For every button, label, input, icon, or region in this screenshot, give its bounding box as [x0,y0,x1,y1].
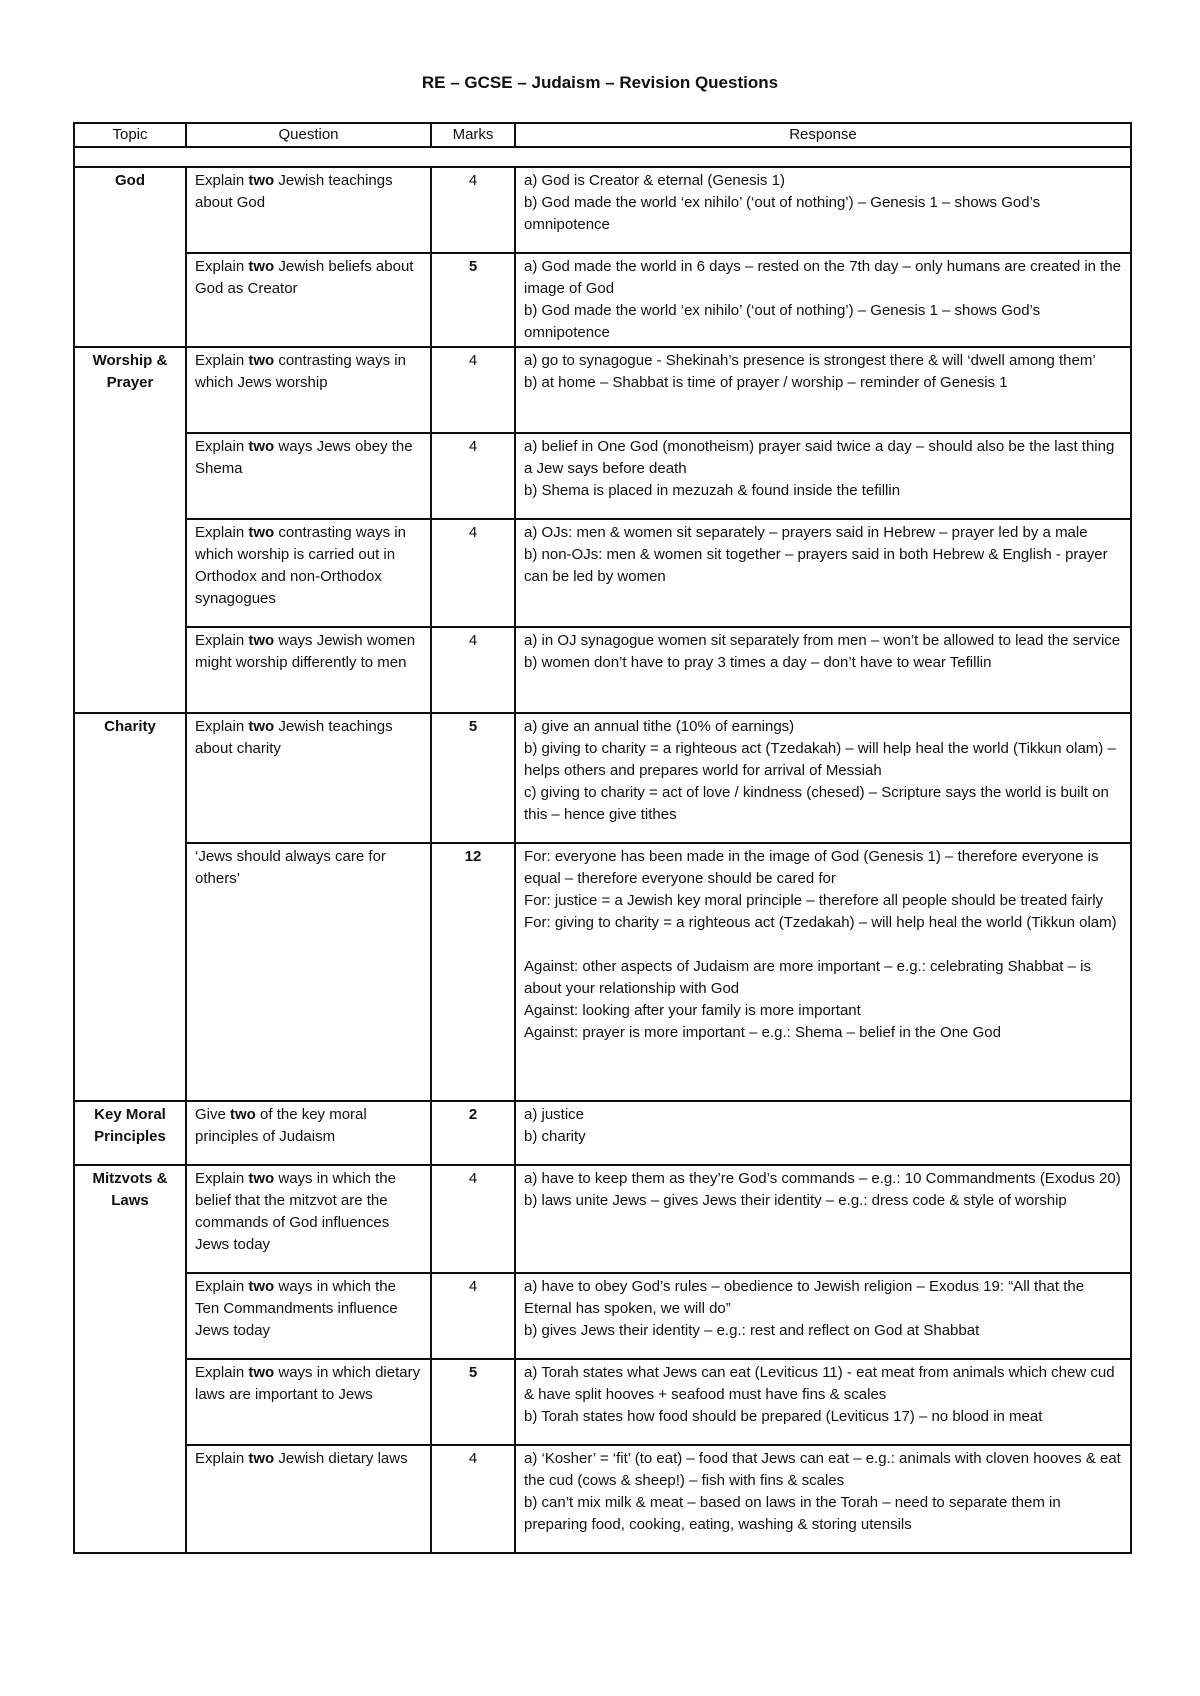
response-line: a) ‘Kosher’ = ‘fit’ (to eat) – food that Jews can eat – e.g.: animals with cloven hooves & eat the cud (cows & sheep!) – fish with fins & scales [524,1450,1121,1489]
header-marks: Marks [431,123,515,147]
question-cell: Explain two contrasting ways in which Jews worship [186,347,431,433]
question-cell: Explain two Jewish beliefs about God as Creator [186,253,431,347]
response-line: a) Torah states what Jews can eat (Leviticus 11) - eat meat from animals which chew cud & have split hooves + seafood must have fins & scales [524,1364,1115,1403]
marks-cell: 4 [431,627,515,713]
header-response: Response [515,123,1131,147]
response-line: b) can’t mix milk & meat – based on laws in the Torah – need to separate them in preparing food, cooking, eating, washing & storing utensils [524,1494,1061,1533]
response-line: a) OJs: men & women sit separately – prayers said in Hebrew – prayer led by a male [524,524,1088,541]
marks-cell: 4 [431,1273,515,1359]
response-line: a) God made the world in 6 days – rested on the 7th day – only humans are created in the image of God [524,258,1122,297]
response-line: b) at home – Shabbat is time of prayer / worship – reminder of Genesis 1 [524,374,1008,391]
question-cell: Explain two ways in which the belief that the mitzvot are the commands of God influences Jews today [186,1165,431,1273]
response-cell [515,519,1131,627]
response-cell [515,1165,1131,1273]
question-cell: Explain two ways in which dietary laws are important to Jews [186,1359,431,1445]
table-row [74,627,1131,713]
marks-cell: 5 [431,253,515,347]
response-line: a) give an annual tithe (10% of earnings) [524,718,795,735]
response-cell [515,843,1131,1101]
marks-cell: 4 [431,1165,515,1273]
header-topic: Topic [74,123,186,147]
response-cell [515,713,1131,843]
table-row [74,253,1131,347]
question-cell: Explain two Jewish teachings about charity [186,713,431,843]
spacer-row [74,147,1131,167]
response-line: b) Torah states how food should be prepared (Leviticus 17) – no blood in meat [524,1408,1043,1425]
response-line: b) charity [524,1128,586,1145]
response-line: b) women don’t have to pray 3 times a day – don’t have to wear Tefillin [524,654,992,671]
response-line: b) God made the world ‘ex nihilo’ (‘out of nothing’) – Genesis 1 – shows God’s omnipotence [524,302,1041,341]
question-cell: Give two of the key moral principles of Judaism [186,1101,431,1165]
topic-cell: Key Moral Principles [74,1101,186,1165]
question-cell: Explain two ways Jewish women might worship differently to men [186,627,431,713]
table-row [74,519,1131,627]
response-line: b) giving to charity = a righteous act (Tzedakah) – will help heal the world (Tikkun olam) – helps others and prepares world for arrival of Messiah [524,740,1116,779]
header-question: Question [186,123,431,147]
page-title: RE – GCSE – Judaism – Revision Questions [421,73,779,92]
question-cell: Explain two Jewish dietary laws [186,1445,431,1553]
table-row [74,1165,1131,1273]
response-cell [515,1445,1131,1553]
response-cell [515,1273,1131,1359]
marks-cell: 2 [431,1101,515,1165]
response-line: a) belief in One God (monotheism) prayer said twice a day – should also be the last thing a Jew says before death [524,438,1115,477]
marks-cell: 12 [431,843,515,1101]
response-line: b) God made the world ‘ex nihilo’ (‘out of nothing’) – Genesis 1 – shows God’s omnipotence [524,194,1041,233]
table-row [74,1101,1131,1165]
response-line: b) laws unite Jews – gives Jews their identity – e.g.: dress code & style of worship [524,1192,1067,1209]
response-line: For: justice = a Jewish key moral principle – therefore all people should be treated fairly [524,892,1104,909]
topic-cell: God [74,167,186,253]
header-row [74,123,1131,147]
marks-cell: 4 [431,347,515,433]
revision-table [73,122,1132,1554]
response-line: Against: prayer is more important – e.g.: Shema – belief in the One God [524,1024,1001,1041]
response-line: b) Shema is placed in mezuzah & found inside the tefillin [524,482,901,499]
table-row [74,1445,1131,1553]
table-row [74,843,1131,1101]
response-line: c) giving to charity = act of love / kindness (chesed) – Scripture says the world is built on this – hence give tithes [524,784,1109,823]
response-line: a) God is Creator & eternal (Genesis 1) [524,172,785,189]
table-row [74,1273,1131,1359]
response-line: a) justice [524,1106,585,1123]
response-cell [515,253,1131,347]
response-cell [515,627,1131,713]
response-cell [515,433,1131,519]
response-line: b) non-OJs: men & women sit together – prayers said in both Hebrew & English - prayer can be led by women [524,546,1108,585]
question-cell: Explain two ways in which the Ten Commandments influence Jews today [186,1273,431,1359]
response-line: For: everyone has been made in the image of God (Genesis 1) – therefore everyone is equal – therefore everyone should be cared for [524,848,1099,887]
response-line: a) in OJ synagogue women sit separately from men – won’t be allowed to lead the service [524,632,1121,649]
table-row [74,713,1131,843]
marks-cell: 4 [431,433,515,519]
topic-cell: Worship & Prayer [74,347,186,433]
marks-cell: 4 [431,519,515,627]
topic-cell: Mitzvots & Laws [74,1165,186,1273]
table-row [74,433,1131,519]
marks-cell: 5 [431,1359,515,1445]
response-line: Against: other aspects of Judaism are more important – e.g.: celebrating Shabbat – is about your relationship with God [524,958,1091,997]
response-cell [515,167,1131,253]
response-line: a) have to obey God’s rules – obedience to Jewish religion – Exodus 19: “All that the Eternal has spoken, we will do” [524,1278,1085,1317]
response-line: a) have to keep them as they’re God’s commands – e.g.: 10 Commandments (Exodus 20) [524,1170,1121,1187]
marks-cell: 4 [431,1445,515,1553]
response-cell [515,347,1131,433]
question-cell: ‘Jews should always care for others’ [186,843,431,1101]
table-row [74,167,1131,253]
response-line: Against: looking after your family is more important [524,1002,861,1019]
response-line: b) gives Jews their identity – e.g.: rest and reflect on God at Shabbat [524,1322,980,1339]
response-cell [515,1359,1131,1445]
response-cell [515,1101,1131,1165]
table-row [74,1359,1131,1445]
question-cell: Explain two Jewish teachings about God [186,167,431,253]
marks-cell: 4 [431,167,515,253]
table-row [74,347,1131,433]
question-cell: Explain two ways Jews obey the Shema [186,433,431,519]
marks-cell: 5 [431,713,515,843]
question-cell: Explain two contrasting ways in which worship is carried out in Orthodox and non-Orthodox synagogues [186,519,431,627]
response-line: a) go to synagogue - Shekinah’s presence is strongest there & will ‘dwell among them’ [524,352,1096,369]
response-line: For: giving to charity = a righteous act (Tzedakah) – will help heal the world (Tikkun olam) [524,914,1117,931]
topic-cell: Charity [74,713,186,843]
